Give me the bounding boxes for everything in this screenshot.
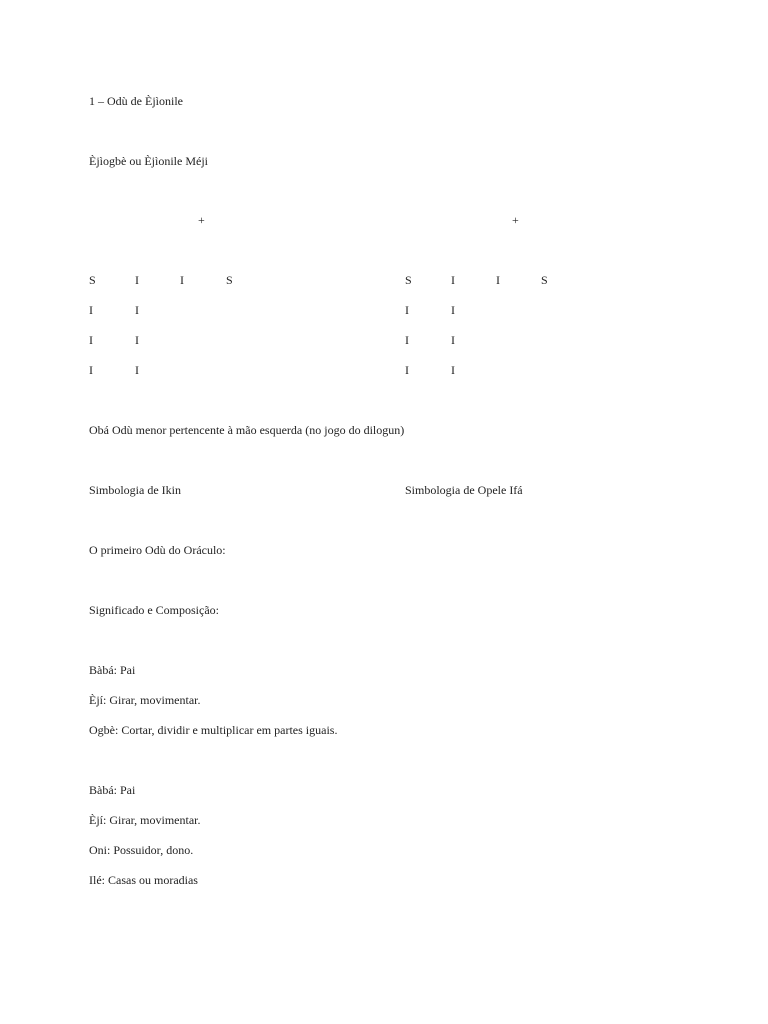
opele-symbology-label: Simbologia de Opele Ifá [405,483,523,497]
sign-cell: I [405,363,409,377]
meaning-item: Bàbá: Pai [89,783,136,797]
sign-cell: S [226,273,233,287]
meaning-title: Significado e Composição: [89,603,219,617]
left-plus-sign: + [198,213,205,227]
sign-cell: I [89,303,93,317]
sign-cell: S [89,273,96,287]
sign-cell: I [451,363,455,377]
oba-odu-line: Obá Odù menor pertencente à mão esquerda (no jogo do dilogun) [89,423,405,437]
sign-cell: I [451,273,455,287]
sign-cell: I [405,303,409,317]
sign-cell: I [89,363,93,377]
section-heading: 1 – Odù de Èjìonile [89,94,183,108]
odu-names: Èjìogbè ou Èjìonile Méji [89,154,208,168]
sign-cell: I [496,273,500,287]
first-odu-line: O primeiro Odù do Oráculo: [89,543,226,557]
sign-cell: I [135,303,139,317]
sign-cell: I [180,273,184,287]
meaning-item: Èjí: Girar, movimentar. [89,813,201,827]
sign-cell: I [451,333,455,347]
right-plus-sign: + [512,213,519,227]
sign-cell: S [405,273,412,287]
meaning-item: Ogbè: Cortar, dividir e multiplicar em partes iguais. [89,723,338,737]
meaning-item: Oni: Possuidor, dono. [89,843,194,857]
sign-cell: I [135,363,139,377]
sign-cell: I [89,333,93,347]
ikin-symbology-label: Simbologia de Ikin [89,483,181,497]
meaning-item: Ilé: Casas ou moradias [89,873,198,887]
sign-cell: S [541,273,548,287]
sign-cell: I [451,303,455,317]
meaning-item: Èjí: Girar, movimentar. [89,693,201,707]
sign-cell: I [405,333,409,347]
meaning-item: Bàbá: Pai [89,663,136,677]
sign-cell: I [135,273,139,287]
sign-cell: I [135,333,139,347]
